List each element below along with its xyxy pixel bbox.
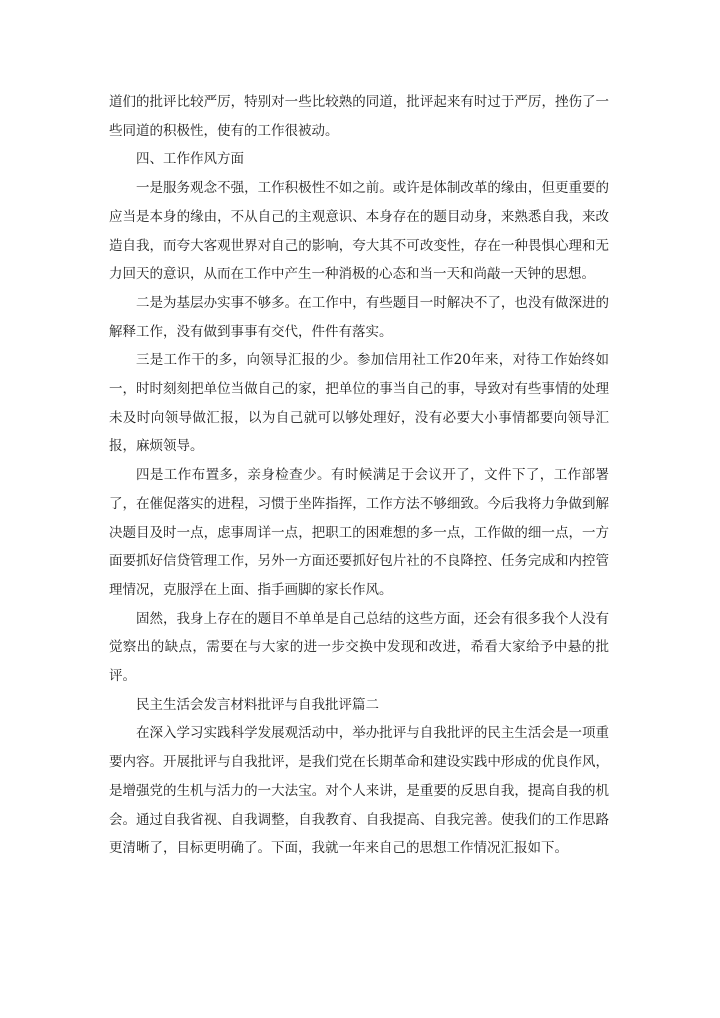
- paragraph-point-1: 一是服务观念不强，工作积极性不如之前。或许是体制改革的缘由，但更重要的应当是本身的缘由，不从自己的主观意识、本身存在的题目动身，来熟悉自我，来改造自我，而夸大客观世界对自己的影响，夸大其不可改变性，存在一种畏惧心理和无力回天的意识，从而在工作中产生一种消极的心态和当一天和尚敲一天钟的思想。: [109, 180, 609, 283]
- document-page: [109, 88, 609, 863]
- paragraph-point-4: 四是工作布置多，亲身检查少。有时候满足于会议开了，文件下了，工作部署了，在催促落实的进程，习惯于坐阵指挥，工作方法不够细致。今后我将力争做到解决题目及时一点，虑事周详一点，把职工的困难想的多一点，工作做的细一点，一方面要抓好信贷管理工作，另外一方面还要抓好包片社的不良降控、任务完成和内控管理情况，克服浮在上面、指手画脚的家长作风。: [109, 467, 609, 598]
- heading-work-style: 四、工作作风方面: [136, 151, 244, 168]
- paragraph-point-2: 二是为基层办实事不够多。在工作中，有些题目一时解决不了，也没有做深进的解释工作，没有做到事事有交代，件件有落实。: [109, 294, 609, 340]
- heading-part-two: 民主生活会发言材料批评与自我批评篇二: [136, 696, 379, 713]
- paragraph-part-two: 在深入学习实践科学发展观活动中，举办批评与自我批评的民主生活会是一项重要内容。开展批评与自我批评，是我们党在长期革命和建设实践中形成的优良作风，是增强党的生机与活力的一大法宝。对个人来讲，是重要的反思自我，提高自我的机会。通过自我省视、自我调整，自我教育、自我提高、自我完善。使我们的工作思路更清晰了，目标更明确了。下面，我就一年来自己的思想工作情况汇报如下。: [109, 725, 609, 857]
- paragraph-conclusion: 固然，我身上存在的题目不单单是自己总结的这些方面，还会有很多我个人没有觉察出的缺点，需要在与大家的进一步交换中发现和改进，希看大家给予中悬的批评。: [109, 610, 609, 685]
- paragraph-intro-continuation: 道们的批评比较严厉，特别对一些比较熟的同道，批评起来有时过于严厉，挫伤了一些同道的积极性，使有的工作很被动。: [109, 94, 609, 139]
- paragraph-point-3: 三是工作干的多，向领导汇报的少。参加信用社工作20年来，对待工作始终如一，时时刻刻把单位当做自己的家，把单位的事当自己的事，导致对有些事情的处理未及时向领导做汇报，以为自己就可以够处理好，没有必要大小事情都要向领导汇报，麻烦领导。: [109, 352, 609, 455]
